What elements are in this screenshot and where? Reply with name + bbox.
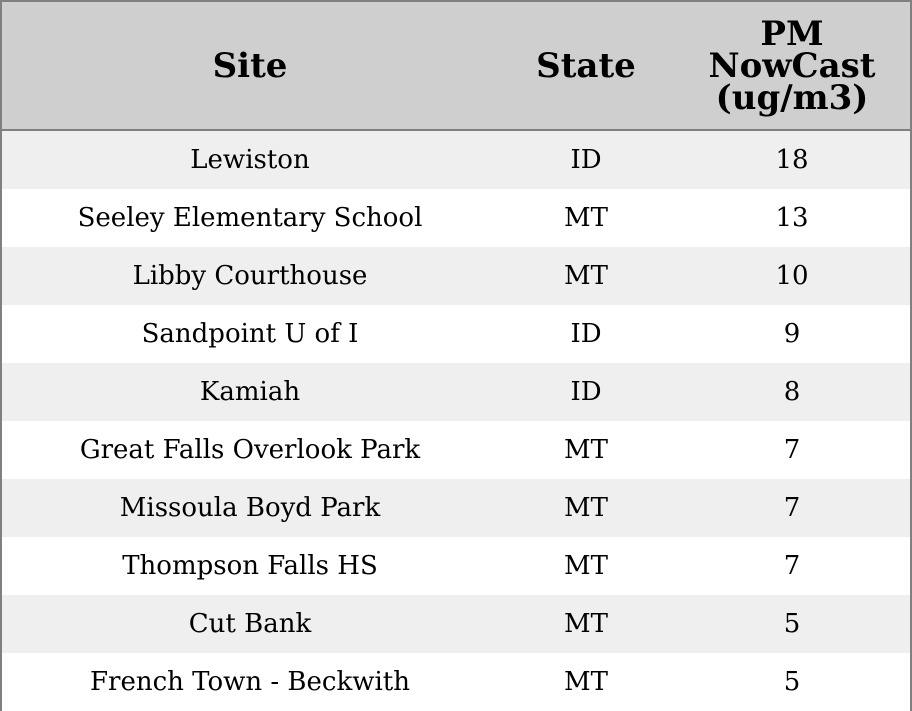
cell-state: MT [564,609,608,639]
column-header-site: Site [212,45,288,86]
table-row [2,363,910,421]
cell-pm-nowcast: 5 [783,667,801,697]
cell-pm-nowcast: 7 [783,551,801,581]
cell-pm-nowcast: 10 [775,261,809,291]
cell-site: Lewiston [190,145,310,175]
cell-state: MT [564,551,608,581]
cell-site: Kamiah [199,377,301,407]
cell-pm-nowcast: 5 [783,609,801,639]
cell-pm-nowcast: 9 [783,319,801,349]
cell-pm-nowcast: 8 [783,377,801,407]
cell-state: MT [564,435,608,465]
table-body [2,131,910,709]
table-row [2,305,910,363]
cell-state: MT [564,667,608,697]
cell-site: Seeley Elementary School [77,203,423,233]
table-row [2,189,910,247]
cell-site: Libby Courthouse [132,261,368,291]
table-header [2,2,910,131]
cell-site: Great Falls Overlook Park [79,435,421,465]
cell-pm-nowcast: 7 [783,435,801,465]
table-row [2,479,910,537]
cell-state: ID [570,319,602,349]
cell-site: Thompson Falls HS [122,551,378,581]
table-row [2,537,910,595]
table-row [2,247,910,305]
table-row [2,595,910,653]
cell-state: MT [564,261,608,291]
column-header-state: State [536,45,636,86]
cell-state: MT [564,203,608,233]
table-row [2,131,910,189]
cell-state: ID [570,377,602,407]
cell-pm-nowcast: 13 [775,203,809,233]
cell-site: Cut Bank [188,609,312,639]
cell-site: Missoula Boyd Park [119,493,381,523]
table-row [2,421,910,479]
column-header-pm-nowcast: PM NowCast (ug/m3) [708,13,876,118]
cell-pm-nowcast: 7 [783,493,801,523]
table-row [2,653,910,711]
cell-site: Sandpoint U of I [141,319,359,349]
cell-pm-nowcast: 18 [775,145,809,175]
cell-site: French Town - Beckwith [89,667,411,697]
cell-state: ID [570,145,602,175]
cell-state: MT [564,493,608,523]
